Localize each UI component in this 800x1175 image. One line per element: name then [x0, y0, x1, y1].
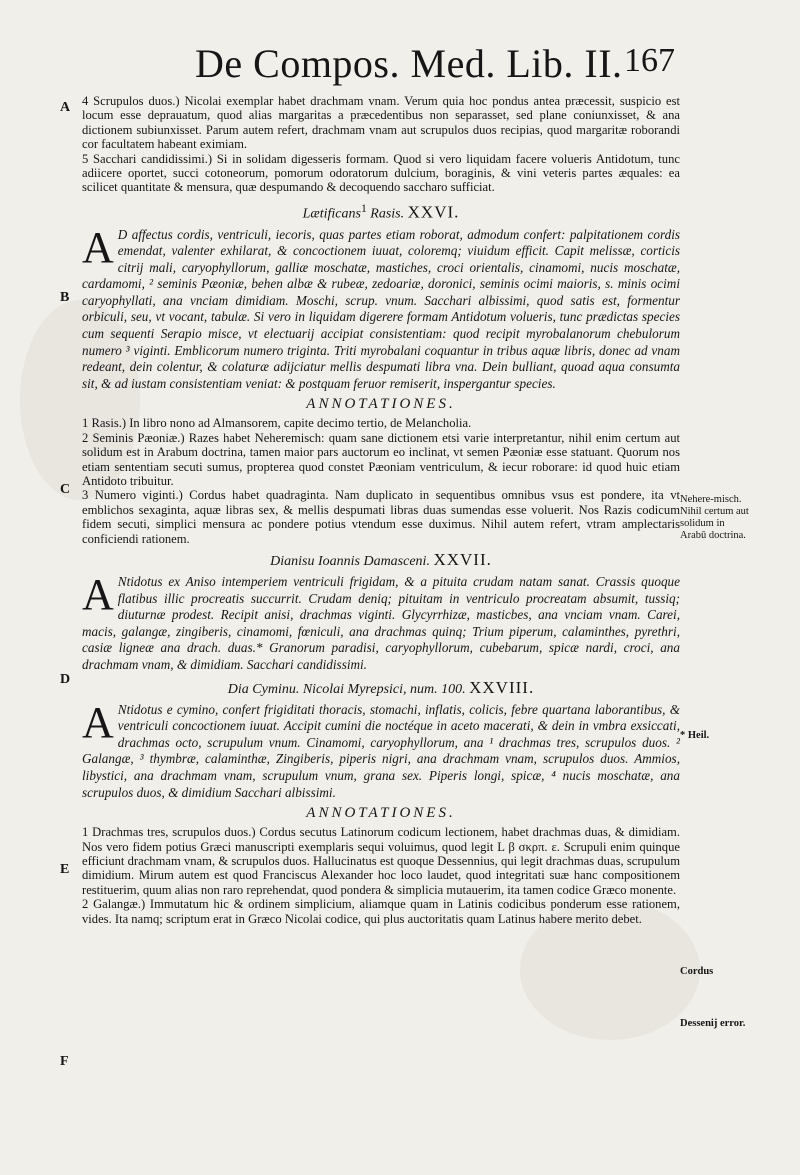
page-header — [195, 40, 675, 92]
annotation-3: 3 Numero viginti.) Cordus habet quadraginta. Nam duplicato in sequentibus omnibus vsus est pondere, ita vt emblichos sexaginta, aquæ libras sex, & mellis despumati libras duas sumendas esse voluerit. Nos Razis codicum fidem secuti, simplici mensura ac pondere potius vtendum esse duximus. Nihil autem refert, vtram amplectaris conficiendi rationem. — [82, 488, 680, 546]
margin-letter-c: C — [60, 482, 71, 497]
recipe-heading-26 — [82, 199, 680, 225]
recipe-text-28 — [82, 697, 680, 802]
margin-note-heil: * Heil. — [680, 730, 710, 741]
paragraph-note-4: 4 Scrupulos duos.) Nicolai exemplar habet drachmam vnam. Verum quia hoc pondus antea præcessit, suspicio est locum esse deprauatum, quod alias margaritas a præcedentibus non separasset, sed plane coniunxisset, & ana dictionem subiunxisset. Parum autem refert, drachmam vnam aut scrupulos duos recipias, quod margaritæ roborandi cor facultatem habeant eximiam. — [82, 94, 680, 152]
margin-letter-d: D — [60, 672, 71, 687]
annotation-2: 2 Galangæ.) Immutatum hic & ordinem simplicium, aliamque quam in Latinis codicibus ponderum esse rationem, vides. Ita namq; scriptum erat in Græco Nicolai codice, qui plus auctoritatis quam Latinus habere merito debet. — [82, 897, 680, 926]
recipe-body: Ntidotus e cymino, confert frigiditati thoracis, stomachi, inflatis, colicis, febre quartana laborantibus, & ventriculi concoctionem iuuat. Accipit cumini die noctéque in aceto macerati, & dein in vmbra exsiccati, drachmas octo, scrupulum vnum. Cinamomi, caryophyllorum, ana ¹ drachmas tres, scrupulos duos. ² Galangæ, ³ thymbræ, calaminthæ, Zingiberis, piperis nigri, ana drachmam vnam, scrupulos duos. Ammios, libystici, ana drachmam vnam, scrupulum vnum, grana sex. Piperis longi, spicæ, ⁴ nucis moschatæ, ana scrupulos duos, & dimidium Sacchari albissimi. — [82, 701, 680, 800]
annotation-1: 1 Drachmas tres, scrupulos duos.) Cordus secutus Latinorum codicum lectionem, habet drachmas duas, & dimidiam. Nos vero fidem potius Græci manuscripti exemplaris sequi voluimus, quod legit L β σκρπ. ε. Scrupuli enim quinque efficiunt drachmam vnam, & scrupulos duos. Hallucinatus est quoque Dessennius, qui legit drachmas duas, scrupulum dimidium. Mirum autem est quod Franciscus Alexander hoc loco laudet, quod integritati suæ hanc compositionem restituerim, quum alias non raro reprehendat, quod pondera & simplicia mutauerim, ita tamen codice Græco monente. — [82, 825, 680, 897]
margin-letter-f: F — [60, 1054, 69, 1069]
recipe-text-26 — [82, 222, 680, 393]
annotation-2: 2 Seminis Pæoniæ.) Razes habet Neheremisch: quam sane dictionem etsi varie interpretantur, nihil enim certum aut solidum est in Arabum doctrina, tamen maior pars auctorum eo inclinat, vt semen Pæoniæ esse statuant. Quorum nos etiam sententiam secuti sumus, propterea quod constet Pæoniam ventriculum, & iecur roborare: id quod huic etiam Antidoto tribuitur. — [82, 430, 680, 489]
paragraph-note-5: 5 Sacchari candidissimi.) Si in solidam digesseris formam. Quod si vero liquidam facere volueris Antidotum, tunc adiicere oportet, succi cotoneorum, pomorum odoratorum dulcium, boraginis, & vini veteris partes æquales: ea scilicet quantitate & mensura, quæ despumando & decoquendo saccharo sufficiat. — [82, 151, 680, 195]
heading-number: XXVII. — [433, 550, 492, 570]
annotation-1: 1 Rasis.) In libro nono ad Almansorem, capite decimo tertio, de Melancholia. — [82, 416, 472, 431]
page-number: 167 — [624, 42, 675, 79]
margin-note-neheremisch: Nehere-misch. Nihil certum aut solidum in Arabū doctrina. — [680, 494, 749, 541]
heading-number: XXVI. — [407, 202, 460, 222]
heading-footnote-mark: 1 — [360, 201, 367, 215]
annotations-heading: ANNOTATIONES. — [306, 805, 456, 822]
drop-cap: A — [82, 697, 114, 747]
recipe-body: Ntidotus ex Aniso intemperiem ventriculi frigidam, & a pituita crudam natam sanat. Crassis quoque flatibus illic procreatis succurrit. Crudam deniq; pituitam in ventriculo procreatam absumit, tussiq; diuturnæ prodest. Recipit anisi, drachmas viginti. Glycyrrhizæ, masticbes, ana vnciam vnam. Carei, macis, galangæ, zingiberis, cinamomi, fœniculi, ana drachmas quinq; Trium piperum, calaminthes, pyrethri, casiæ ligneæ ana drach. duas.* Granorum paradisi, caryophyllorum, cubebarum, spicæ nardi, croci, ana drachmam vnam, & dimidiam. Sacchari candidissimi. — [82, 574, 680, 673]
annotations-heading: ANNOTATIONES. — [306, 396, 456, 413]
margin-note-cordus: Cordus — [680, 966, 714, 977]
margin-letter-a: A — [60, 100, 71, 115]
heading-number: XXVIII. — [469, 677, 535, 697]
recipe-heading-27 — [82, 550, 680, 572]
heading-title: Dianisu Ioannis Damasceni. — [270, 554, 430, 570]
margin-letter-b: B — [60, 290, 70, 305]
heading-title: Dia Cyminu. Nicolai Myrepsici, num. 100. — [227, 681, 466, 697]
drop-cap: A — [82, 222, 114, 272]
running-title: De Compos. Med. Lib. II. — [195, 41, 623, 86]
page-body — [82, 94, 680, 926]
drop-cap: A — [82, 570, 114, 620]
heading-title: Lætificans — [302, 206, 361, 222]
margin-letter-e: E — [60, 862, 70, 877]
recipe-text-27 — [82, 570, 680, 674]
heading-author: Rasis. — [370, 206, 405, 222]
recipe-heading-28 — [82, 678, 680, 700]
margin-note-dessenij: Dessenij error. — [680, 1018, 746, 1029]
recipe-body: D affectus cordis, ventriculi, iecoris, quas partes etiam roborat, admodum confert: palpitationem cordis emendat, valenter exhilarat, & concoctionem iuuat, coloremq; viuidum efficit. Capit melissæ, corticis citrij mali, caryophyllorum, galliæ moschatæ, mastiches, croci orientalis, cinamomi, nucis moschatæ, cardamomi, ² seminis Pæoniæ, behen albæ & rubeæ, zedoariæ, doronici, seminis ocimi maioris, s. minis ocimi caryophyllati, ana vnciam dimidiam. Moschi, scrup. vnum. Sacchari albissimi, quod satis est, formentur orbiculi, seu, vt vocant, tabulæ. Si vero in liquidam digerere formam Antidotum volueris, tunc prædictas species cum sequenti Serapio misce, vt electuarij accipiat consistentiam: quod recipit myrobalanorum chebulorum numero ³ viginti. Emblicorum numero triginta. Triti myrobalani coquantur in tribus aquæ libris, donec ad vnam redeant, dein colentur, & colaturæ adijciatur mellis despumati libra vna. Dein bulliant, quoad aqua consumta sit, & ad iustam consistentiam veniat: & postquam feruor remiserit, inspergantur species. — [82, 226, 680, 391]
